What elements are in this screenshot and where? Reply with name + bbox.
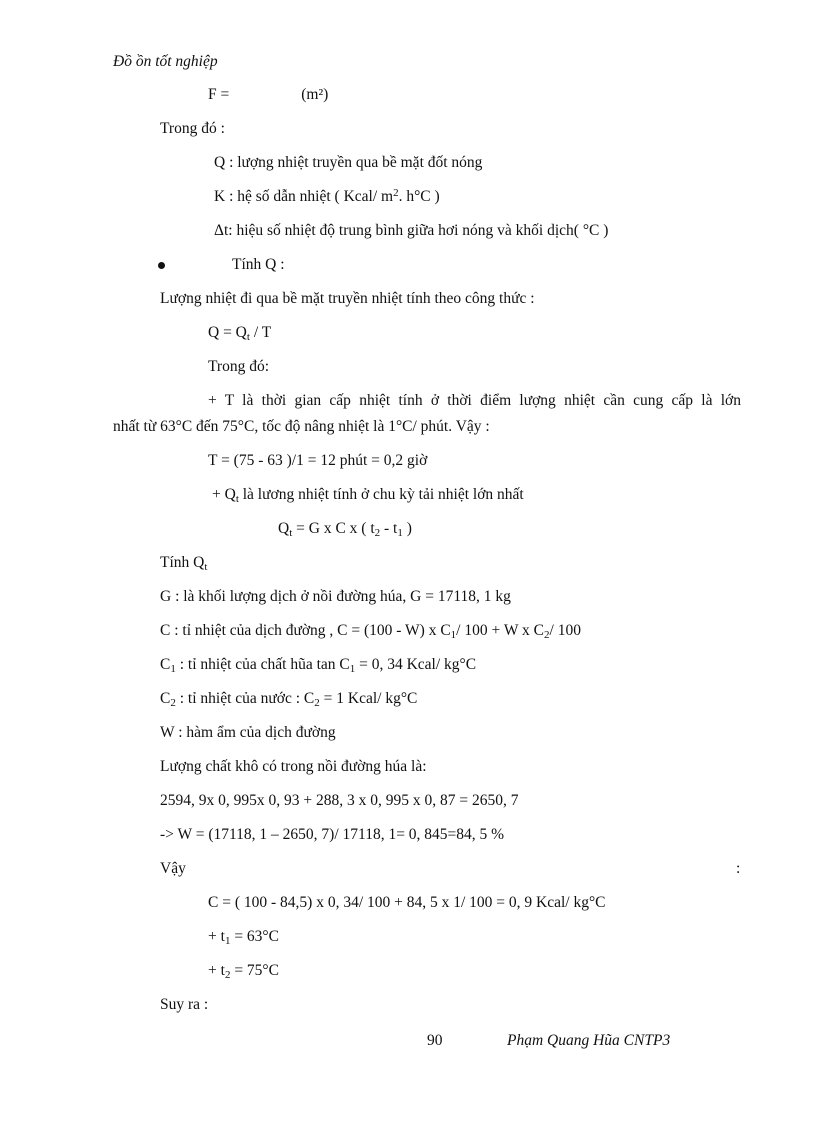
equation-f <box>208 85 328 105</box>
page-number: 90 <box>427 1032 443 1049</box>
footer-author: Phạm Quang Hũa CNTP3 <box>507 1032 671 1049</box>
where-label-2: Trong đó: <box>208 358 270 375</box>
definition-c2: $C_2$ : tỉ nhiệt của nước : $C_2 = 1$ Kcal/ kg°C <box>160 690 418 709</box>
equation-f-lhs: F = <box>208 86 230 103</box>
therefore-label: Vậy <box>160 860 186 877</box>
value-t2: + $t_2 = 75^\circ C$ <box>208 962 279 981</box>
equation-t: T = (75 - 63 )/1 = 12 phút = 0,2 giờ <box>208 452 428 469</box>
where-label: Trong đó : <box>160 120 225 137</box>
dry-matter-heading: Lượng chất khô có trong nồi đường húa là: <box>160 758 427 775</box>
calc-dry-matter: 2594, 9x 0, 995x 0, 93 + 288, 3 x 0, 995 x 0, 87 = 2650, 7 <box>160 792 519 809</box>
calc-c: C = ( 100 - 84,5) x 0, 34/ 100 + 84, 5 x 1/ 100 = 0, 9 Kcal/ kg°C <box>208 894 606 911</box>
conclusion-label: Suy ra : <box>160 996 209 1013</box>
compute-qt-heading: Tính $Q_t$ <box>160 554 208 573</box>
definition-qt: + $Q_t$ là lương nhiệt tính ở chu kỳ tải nhiệt lớn nhất <box>212 486 524 505</box>
paragraph-t-line2: nhất từ 63°C đến 75°C, tốc độ nâng nhiệt là 1°C/ phút. Vậy : <box>113 418 490 435</box>
equation-f-unit: (m²) <box>301 86 329 103</box>
definition-c: C : tỉ nhiệt của dịch đường , C = (100 - W) x $C_1/$ 100 + W x $C_2/$ 100 <box>160 622 581 641</box>
definition-k: K : hệ số dẫn nhiệt ( Kcal/ $m^2$. h°C ) <box>214 187 440 205</box>
definition-g: G : là khối lượng dịch ở nồi đường húa, G = 17118, 1 kg <box>160 588 511 605</box>
paragraph-t-line1: + T là thời gian cấp nhiệt tính ở thời điểm lượng nhiệt cần cung cấp là lớn <box>208 392 741 409</box>
bullet-icon <box>158 262 165 269</box>
heat-formula-intro: Lượng nhiệt đi qua bề mặt truyền nhiệt tính theo công thức : <box>160 290 535 307</box>
definition-q: Q : lượng nhiệt truyền qua bề mặt đốt nóng <box>214 154 483 171</box>
section-title-q: Tính Q : <box>232 256 285 273</box>
value-t1: + $t_1 = 63^\circ C$ <box>208 928 279 947</box>
definition-w: W : hàm ẩm của dịch đường <box>160 724 336 741</box>
equation-q: $Q = Q_t / T$ <box>208 324 272 343</box>
definition-c1: $C_1$ : tỉ nhiệt của chất hũa $\tan C_1 = 0$, 34 Kcal/ kg°C <box>160 656 477 675</box>
equation-qt: $Q_t = G$ x C x ( $t_2 - t_1$ ) <box>278 520 412 539</box>
calc-w: -> W = (17118, 1 – 2650, 7)/ 17118, 1= 0, 845=84, 5 % <box>160 826 505 843</box>
page-header: Đồ ồn tốt nghiệp <box>113 53 218 70</box>
therefore-colon: : <box>736 860 741 877</box>
definition-delta-t: Δt: hiệu số nhiệt độ trung bình giữa hơi nóng và khối dịch( °C ) <box>214 222 609 239</box>
